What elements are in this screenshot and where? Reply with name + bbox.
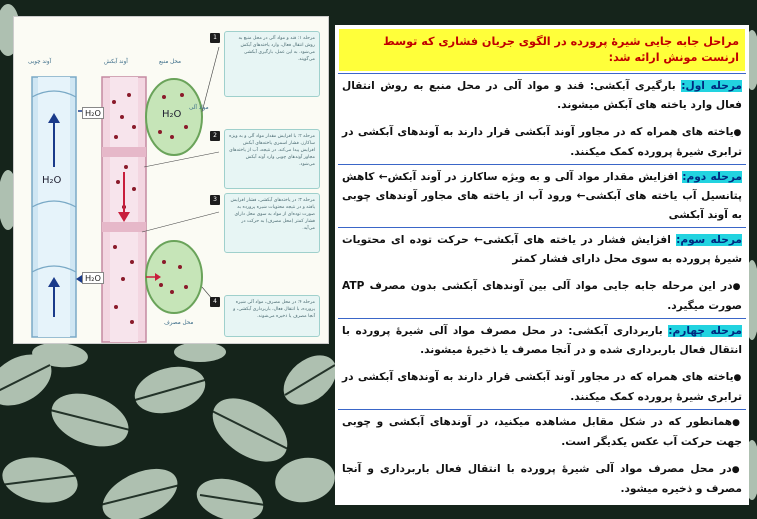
step2-number: 2: [210, 131, 220, 141]
step2-note: [224, 129, 320, 189]
step1-paragraph: [342, 77, 742, 115]
step1-note-text: مرحله ۱: قند و مواد آلی در محل منبع به روش انتقال فعال، وارد یاخته‌های آبکش می‌شود. به این عمل، بارگیری آبکشی می‌گویند.: [238, 36, 315, 62]
note5-text: همانطور که در شکل مقابل مشاهده میکنید، در آوندهای آبکشی و چوبی جهت حرکت آب عکس یکدیگر است.: [342, 416, 742, 448]
note5-paragraph: [342, 413, 742, 452]
step4-label: مرحله چهارم:: [668, 325, 742, 337]
phloem-label: آوند آبکش: [104, 59, 128, 65]
step3-note: [224, 193, 320, 253]
step1-note-text-main: یاخته های همراه که در مجاور آوند آبکشی قرار دارند به آوندهای آبکشی در ترابری شیرهٔ پرورده کمک میکنند.: [342, 126, 742, 158]
h2o-label-top: H₂O: [82, 107, 104, 119]
step2-note-text: مرحله ۲: با افزایش مقدار مواد آلی و به ویژه ساکارز، فشار اسمزی یاخته‌های آبکش افزایش پیدا می‌کند. در نتیجه، آب از یاخته‌های مجاور آوندهای چوبی وارد آوند آبکش می‌شود.: [229, 134, 315, 167]
step4-note-paragraph: [342, 368, 742, 407]
step4-note-text-main: یاخته های همراه که در مجاور آوند آبکشی قرار دارند به آوندهای آبکشی در ترابری شیرهٔ پرورده کمک میکنند.: [342, 371, 742, 403]
step1-label: مرحله اول:: [681, 80, 742, 92]
explanation-panel: [335, 25, 749, 505]
step2-text: افزایش مقدار مواد آلی و به ویژه ساکارز در آوند آبکش← کاهش پتانسیل آب یاخته های آبکشی← ورود آب از یاخته های مجاور آوندهای چوبی به آوند آبکشی: [342, 171, 742, 221]
bullet-icon: ●: [733, 373, 742, 383]
step3-note-text: مرحله ۳: در یاخته‌های آبکشی، فشار افزایش یافته و در نتیجه محتویات شیره پرورده به صورت توده‌ای از مواد به سوی محل دارای فشار کمتر (محل مصرف) به حرکت در می‌آید.: [230, 198, 315, 231]
bullet-icon: ●: [733, 128, 742, 138]
step4-section: [338, 318, 746, 407]
step4-paragraph: [342, 322, 742, 360]
summary-section: [338, 409, 746, 499]
step4-number: 4: [210, 297, 220, 307]
step1-number: 1: [210, 33, 220, 43]
step3-label: مرحله سوم:: [676, 234, 742, 246]
step1-note-paragraph: [342, 123, 742, 162]
bullet-icon: ●: [732, 418, 742, 428]
note6-text: در محل مصرف مواد آلی شیرهٔ پرورده با انتقال فعال باربرداری و آنجا مصرف و ذخیره میشود.: [342, 463, 742, 495]
step4-note: [224, 295, 320, 337]
phloem-diagram: [13, 16, 329, 344]
step4-note-text: مرحله ۴: در محل مصرف، مواد آلی شیره پرورده، با انتقال فعال، باربرداری آبکشی، و آنجا مصرف یا ذخیره می‌شوند.: [233, 300, 315, 319]
step4-text: باربرداری آبکشی: در محل مصرف مواد آلی شیرهٔ پرورده با انتقال فعال باربرداری شده و در آنجا مصرف یا ذخیرهٔ میشوند.: [342, 325, 742, 356]
sugar-label: مواد آلی: [189, 105, 209, 111]
h2o-label-xylem: H₂O: [42, 175, 62, 186]
sink-label: محل مصرف: [164, 320, 194, 326]
note6-paragraph: [342, 460, 742, 499]
step3-note-text-main: در این مرحله جابه جایی مواد آلی بین آوندهای آبکشی بدون مصرف ATP صورت میگیرد.: [342, 280, 742, 312]
step3-paragraph: [342, 231, 742, 269]
h2o-label-bottom: H₂O: [82, 272, 104, 284]
step1-note: [224, 31, 320, 97]
step2-section: [338, 164, 746, 225]
xylem-label: آوند چوبی: [28, 59, 52, 65]
step2-label: مرحله دوم:: [682, 171, 742, 183]
step3-note-paragraph: [342, 277, 742, 316]
step3-number: 3: [210, 195, 220, 205]
step2-paragraph: [342, 168, 742, 225]
bullet-icon: ●: [731, 465, 742, 475]
step3-section: [338, 227, 746, 316]
source-label: محل منبع: [159, 59, 181, 65]
bullet-icon: ●: [732, 282, 742, 292]
step3-text: افزایش فشار در یاخته های آبکشی← حرکت توده ای محتویات شیرهٔ پرورده به سوی محل دارای فشار کمتر: [342, 234, 742, 265]
page-title: مراحل جابه جایی شیرهٔ پرورده در الگوی جریان فشاری که توسط ارنست مونش ارائه شد:: [339, 29, 745, 71]
h2o-label-source: H₂O: [162, 109, 182, 120]
step1-section: [338, 73, 746, 162]
step1-text: بارگیری آبکشی: قند و مواد آلی در محل منبع به روش انتقال فعال وارد یاخته های آبکش میشوند.: [342, 80, 742, 111]
